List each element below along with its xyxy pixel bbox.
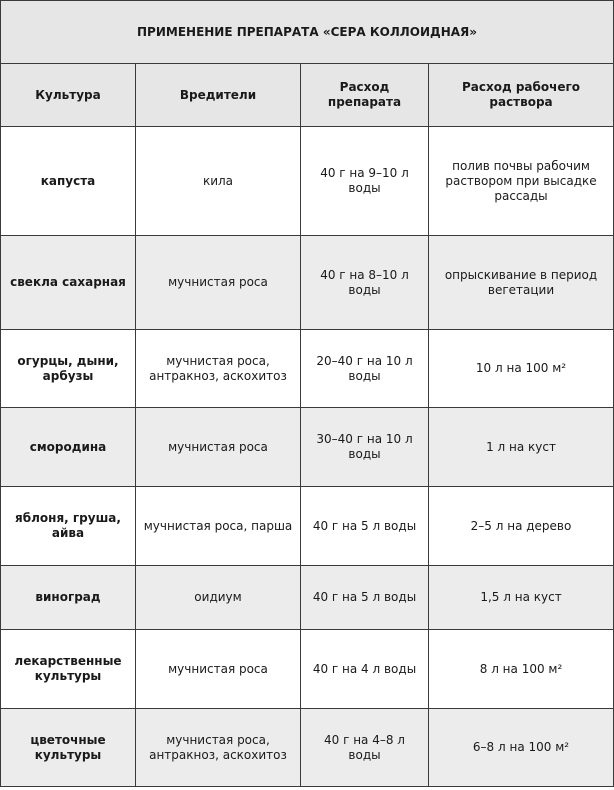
column-header-solution: Расход рабочего раствора bbox=[429, 64, 614, 127]
pests-cell: мучнистая роса bbox=[136, 630, 301, 709]
solution-cell: 6–8 л на 100 м² bbox=[429, 709, 614, 787]
solution-cell: полив почвы рабочим раствором при высадке рассады bbox=[429, 127, 614, 236]
header-row bbox=[1, 64, 614, 127]
solution-cell: 1,5 л на куст bbox=[429, 566, 614, 630]
culture-cell: цветочные культуры bbox=[1, 709, 136, 787]
dose-cell: 40 г на 8–10 л воды bbox=[301, 236, 429, 330]
pests-cell: мучнистая роса, парша bbox=[136, 487, 301, 566]
solution-cell: 10 л на 100 м² bbox=[429, 330, 614, 408]
culture-cell: огурцы, дыни, арбузы bbox=[1, 330, 136, 408]
column-header-dose: Расход препарата bbox=[301, 64, 429, 127]
table-row bbox=[1, 709, 614, 787]
dose-cell: 30–40 г на 10 л воды bbox=[301, 408, 429, 487]
table-row bbox=[1, 566, 614, 630]
solution-cell: 2–5 л на дерево bbox=[429, 487, 614, 566]
table-row bbox=[1, 236, 614, 330]
table-row bbox=[1, 487, 614, 566]
pests-cell: мучнистая роса, антракноз, аскохитоз bbox=[136, 330, 301, 408]
pests-cell: кила bbox=[136, 127, 301, 236]
pests-cell: мучнистая роса, антракноз, аскохитоз bbox=[136, 709, 301, 787]
table-row bbox=[1, 408, 614, 487]
table-title: ПРИМЕНЕНИЕ ПРЕПАРАТА «СЕРА КОЛЛОИДНАЯ» bbox=[1, 1, 614, 64]
culture-cell: свекла сахарная bbox=[1, 236, 136, 330]
pests-cell: мучнистая роса bbox=[136, 408, 301, 487]
solution-cell: 1 л на куст bbox=[429, 408, 614, 487]
dose-cell: 40 г на 5 л воды bbox=[301, 487, 429, 566]
solution-cell: опрыскивание в период вегетации bbox=[429, 236, 614, 330]
column-header-culture: Культура bbox=[1, 64, 136, 127]
dose-cell: 40 г на 4 л воды bbox=[301, 630, 429, 709]
dose-cell: 20–40 г на 10 л воды bbox=[301, 330, 429, 408]
column-header-pests: Вредители bbox=[136, 64, 301, 127]
culture-cell: виноград bbox=[1, 566, 136, 630]
culture-cell: капуста bbox=[1, 127, 136, 236]
table-row bbox=[1, 330, 614, 408]
pests-cell: мучнистая роса bbox=[136, 236, 301, 330]
solution-cell: 8 л на 100 м² bbox=[429, 630, 614, 709]
culture-cell: лекарственные культуры bbox=[1, 630, 136, 709]
table-row bbox=[1, 630, 614, 709]
dose-cell: 40 г на 9–10 л воды bbox=[301, 127, 429, 236]
table-title-row bbox=[1, 1, 614, 64]
table-row bbox=[1, 127, 614, 236]
culture-cell: яблоня, груша, айва bbox=[1, 487, 136, 566]
culture-cell: смородина bbox=[1, 408, 136, 487]
pests-cell: оидиум bbox=[136, 566, 301, 630]
dose-cell: 40 г на 5 л воды bbox=[301, 566, 429, 630]
dose-cell: 40 г на 4–8 л воды bbox=[301, 709, 429, 787]
